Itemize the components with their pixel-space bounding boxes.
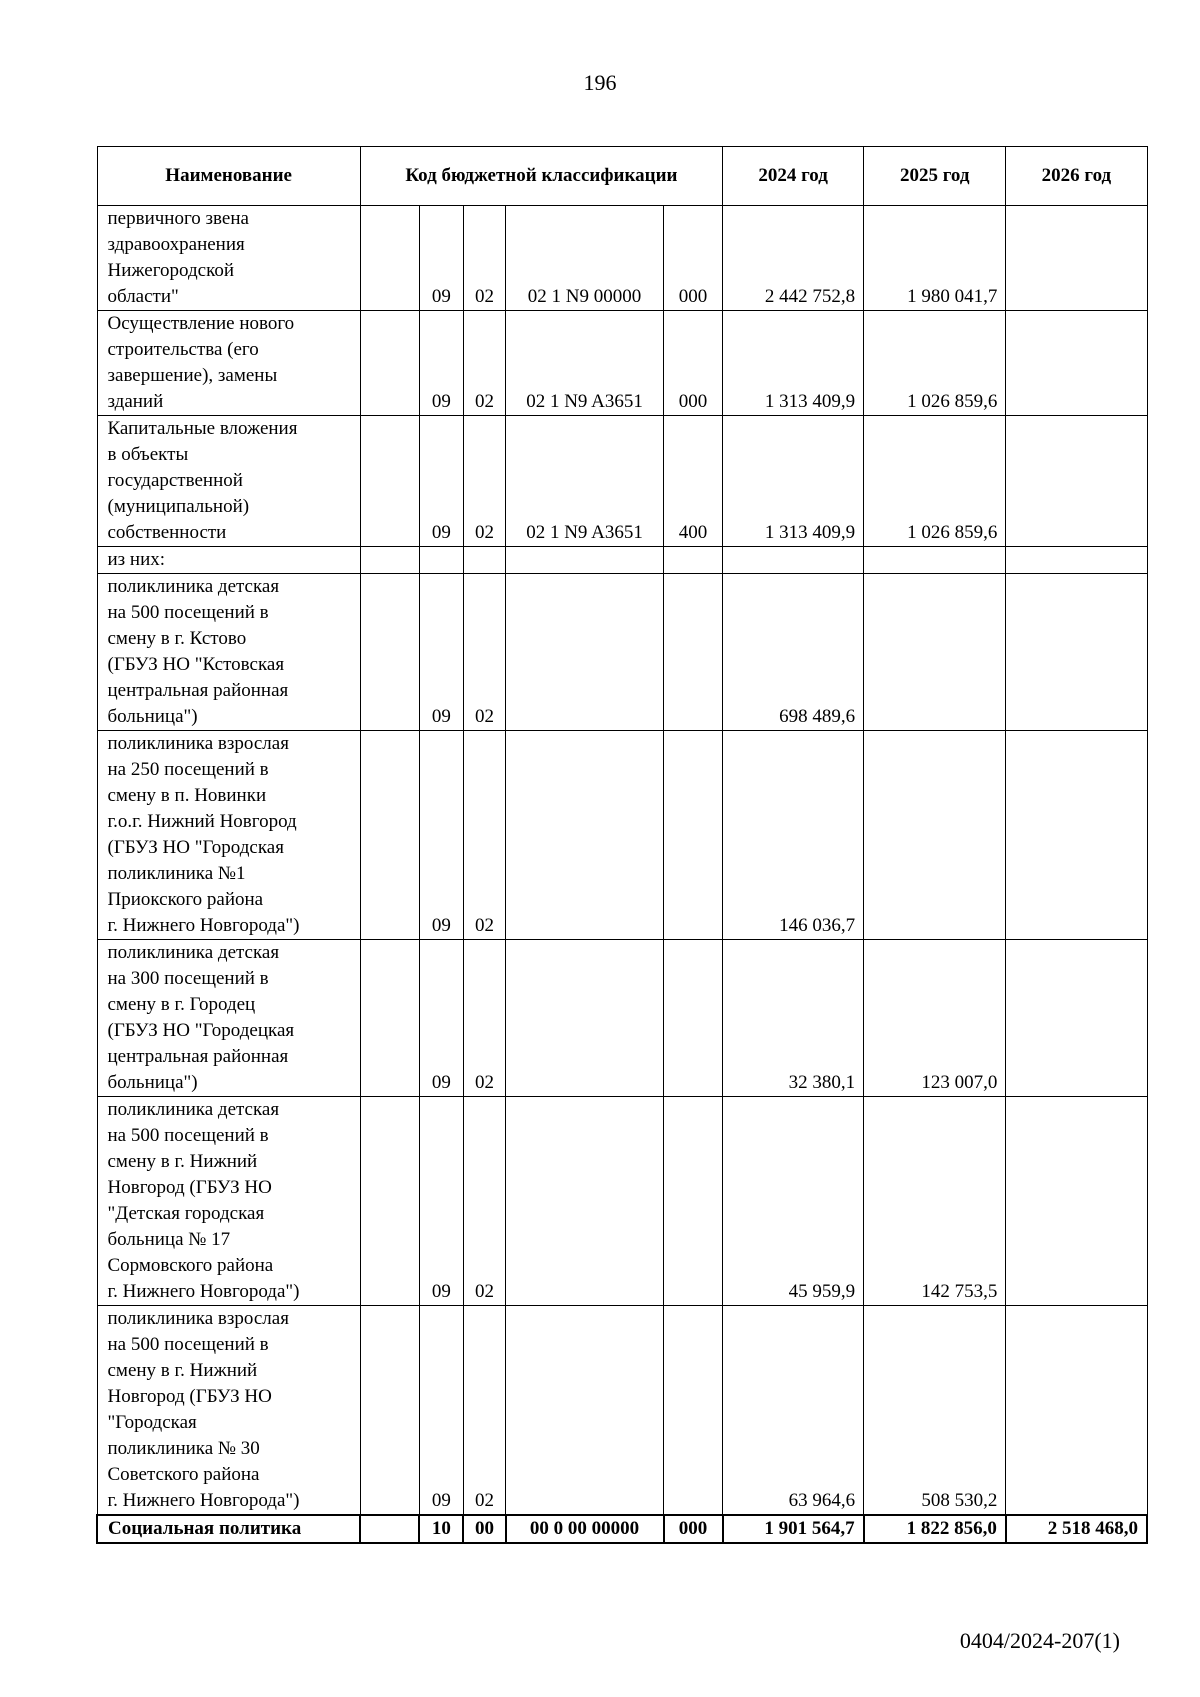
row-2024: 32 380,1 [723, 940, 864, 1097]
row-pr: 02 [463, 574, 505, 731]
row-name: первичного звена здравоохранения Нижегородской области" [97, 206, 360, 311]
row-2024: 63 964,6 [723, 1306, 864, 1516]
row-name: поликлиника детская на 500 посещений в смену в г. Нижний Новгород (ГБУЗ НО "Детская городская больница № 17 Сормовского района г. Нижнего Новгорода") [97, 1097, 360, 1306]
row-vr [664, 1097, 723, 1306]
row-2025 [864, 574, 1006, 731]
row-vr: 000 [664, 206, 723, 311]
row-csr [506, 547, 664, 574]
row-csr [506, 940, 664, 1097]
row-name: Осуществление нового строительства (его завершение), замены зданий [97, 311, 360, 416]
row-2025: 1 026 859,6 [864, 416, 1006, 547]
row-vr [664, 547, 723, 574]
row-2026 [1006, 206, 1147, 311]
row-name: Капитальные вложения в объекты государственной (муниципальной) собственности [97, 416, 360, 547]
row-col1 [360, 940, 419, 1097]
header-code: Код бюджетной классификации [360, 147, 722, 206]
table-total-row [97, 1515, 1147, 1543]
table-row [97, 731, 1147, 940]
total-vr: 000 [664, 1515, 723, 1543]
row-name: поликлиника взрослая на 500 посещений в смену в г. Нижний Новгород (ГБУЗ НО "Городская поликлиника № 30 Советского района г. Нижнего Новгорода") [97, 1306, 360, 1516]
row-2026 [1006, 731, 1147, 940]
row-vr [664, 731, 723, 940]
table-row [97, 416, 1147, 547]
row-csr [506, 731, 664, 940]
total-csr: 00 0 00 00000 [506, 1515, 664, 1543]
row-2025: 508 530,2 [864, 1306, 1006, 1516]
table-header-row [97, 147, 1147, 206]
header-2025: 2025 год [864, 147, 1006, 206]
row-2026 [1006, 1306, 1147, 1516]
total-col1 [360, 1515, 419, 1543]
row-2025: 1 980 041,7 [864, 206, 1006, 311]
row-pr: 02 [463, 1097, 505, 1306]
document-code: 0404/2024-207(1) [959, 1628, 1120, 1653]
row-2024: 2 442 752,8 [723, 206, 864, 311]
row-2026 [1006, 574, 1147, 731]
row-2026 [1006, 416, 1147, 547]
row-pr: 02 [463, 311, 505, 416]
row-vr [664, 940, 723, 1097]
row-pr: 02 [463, 731, 505, 940]
row-name: из них: [97, 547, 360, 574]
header-name: Наименование [97, 147, 360, 206]
row-2024: 146 036,7 [723, 731, 864, 940]
row-csr: 02 1 N9 00000 [506, 206, 664, 311]
row-csr [506, 574, 664, 731]
row-col1 [360, 311, 419, 416]
row-rz: 09 [419, 206, 463, 311]
row-col1 [360, 731, 419, 940]
row-pr [463, 547, 505, 574]
row-rz: 09 [419, 1097, 463, 1306]
total-2026: 2 518 468,0 [1006, 1515, 1147, 1543]
row-2025: 123 007,0 [864, 940, 1006, 1097]
row-2024: 45 959,9 [723, 1097, 864, 1306]
row-2025 [864, 547, 1006, 574]
row-vr: 000 [664, 311, 723, 416]
table-body [97, 206, 1147, 1544]
budget-table [96, 146, 1148, 1544]
table-row [97, 940, 1147, 1097]
row-col1 [360, 206, 419, 311]
row-rz [419, 547, 463, 574]
row-csr [506, 1306, 664, 1516]
row-pr: 02 [463, 416, 505, 547]
row-col1 [360, 1306, 419, 1516]
row-vr [664, 574, 723, 731]
row-pr: 02 [463, 206, 505, 311]
total-2025: 1 822 856,0 [864, 1515, 1006, 1543]
row-2024: 1 313 409,9 [723, 416, 864, 547]
row-col1 [360, 574, 419, 731]
row-2026 [1006, 1097, 1147, 1306]
row-rz: 09 [419, 311, 463, 416]
row-csr: 02 1 N9 A3651 [506, 416, 664, 547]
header-2024: 2024 год [723, 147, 864, 206]
row-vr: 400 [664, 416, 723, 547]
page-number: 196 [583, 70, 617, 95]
total-name: Социальная политика [97, 1515, 360, 1543]
row-rz: 09 [419, 574, 463, 731]
row-rz: 09 [419, 416, 463, 547]
row-2025: 142 753,5 [864, 1097, 1006, 1306]
row-name: поликлиника детская на 500 посещений в смену в г. Кстово (ГБУЗ НО "Кстовская центральная районная больница") [97, 574, 360, 731]
row-name: поликлиника детская на 300 посещений в смену в г. Городец (ГБУЗ НО "Городецкая центральная районная больница") [97, 940, 360, 1097]
row-col1 [360, 416, 419, 547]
row-pr: 02 [463, 1306, 505, 1516]
row-pr: 02 [463, 940, 505, 1097]
total-rz: 10 [419, 1515, 463, 1543]
table-row [97, 574, 1147, 731]
row-rz: 09 [419, 1306, 463, 1516]
row-2024: 1 313 409,9 [723, 311, 864, 416]
row-2025: 1 026 859,6 [864, 311, 1006, 416]
row-2026 [1006, 547, 1147, 574]
row-rz: 09 [419, 731, 463, 940]
total-pr: 00 [463, 1515, 505, 1543]
table-row [97, 206, 1147, 311]
total-2024: 1 901 564,7 [723, 1515, 864, 1543]
row-2025 [864, 731, 1006, 940]
table-row [97, 311, 1147, 416]
row-csr [506, 1097, 664, 1306]
row-name: поликлиника взрослая на 250 посещений в смену в п. Новинки г.о.г. Нижний Новгород (ГБУЗ НО "Городская поликлиника №1 Приокского района г. Нижнего Новгорода") [97, 731, 360, 940]
row-2026 [1006, 311, 1147, 416]
table-row [97, 1306, 1147, 1516]
row-2026 [1006, 940, 1147, 1097]
table-row [97, 1097, 1147, 1306]
table-row [97, 547, 1147, 574]
header-2026: 2026 год [1006, 147, 1147, 206]
row-col1 [360, 1097, 419, 1306]
row-2024 [723, 547, 864, 574]
row-rz: 09 [419, 940, 463, 1097]
row-csr: 02 1 N9 A3651 [506, 311, 664, 416]
row-col1 [360, 547, 419, 574]
row-vr [664, 1306, 723, 1516]
row-2024: 698 489,6 [723, 574, 864, 731]
